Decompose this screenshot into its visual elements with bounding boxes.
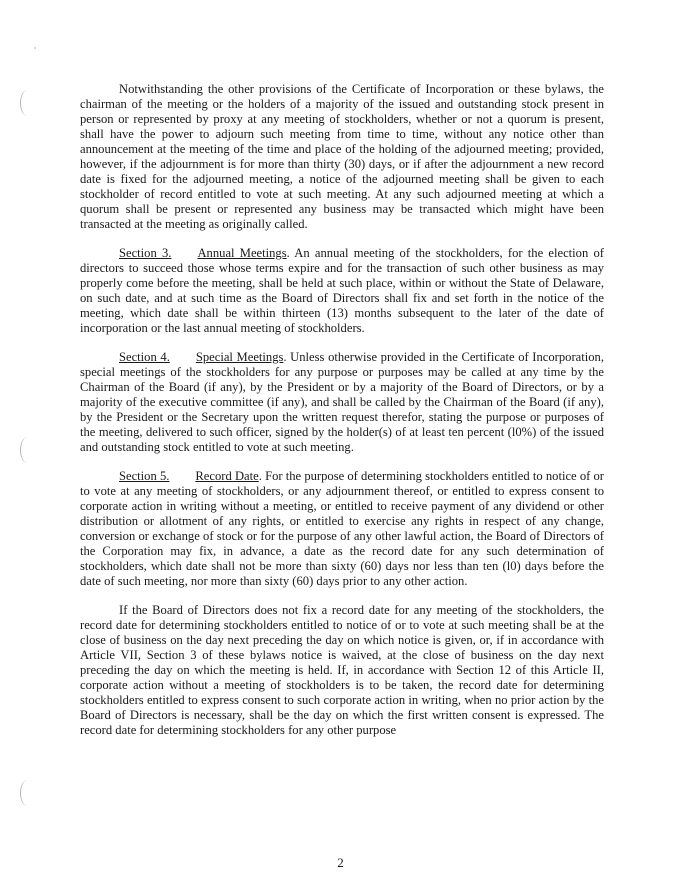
- paragraph-adjournment: Notwithstanding the other provisions of the Certificate of Incorporation or these bylaws, the chairman of the meeting or the holders of a majority of the issued and outstanding stock present in person or represented by proxy at any meeting of stockholders, whether or not a quorum is present, shall have the power to adjourn such meeting from time to time, without any notice other than announcement at the meeting of the time and place of the holding of the adjourned meeting; provided, however, if the adjournment is for more than thirty (30) days, or if after the adjournment a new record date is fixed for the adjourned meeting, a notice of the adjourned meeting shall be given to each stockholder of record entitled to vote at such meeting. At any such adjourned meeting at which a quorum shall be present or represented any business may be transacted which might have been transacted at the meeting as originally called.: [80, 82, 604, 231]
- section-3-body: . An annual meeting of the stockholders, for the election of directors to succeed those whose terms expire and for the transaction of such other business as may properly come before the meeting, shall be held at such place, within or without the State of Delaware, on such date, and at such time as the Board of Directors shall fix and set forth in the notice of the meeting, which date shall be within thirteen (13) months subsequent to the later of the date of incorporation or the last annual meeting of stockholders.: [80, 246, 604, 335]
- paragraph-record-date-default: If the Board of Directors does not fix a record date for any meeting of the stockholders, the record date for determining stockholders entitled to notice of or to vote at such meeting shall be at the close of business on the day next preceding the day on which notice is given, or, if in accordance with Article VII, Section 3 of these bylaws notice is waived, at the close of business on the day next preceding the day on which the meeting is held. If, in accordance with Section 12 of this Article II, corporate action without a meeting of stockholders is to be taken, the record date for determining stockholders entitled to express consent to such corporate action in writing, when no prior action by the Board of Directors is necessary, shall be the day on which the first written consent is expressed. The record date for determining stockholders for any other purpose: [80, 603, 604, 737]
- section-5-title: Record Date: [195, 469, 259, 483]
- section-3-title: Annual Meetings: [197, 246, 287, 260]
- punch-hole-mark-top: [20, 90, 35, 116]
- section-4-special-meetings: [80, 350, 604, 455]
- section-4-title: Special Meetings: [195, 350, 284, 364]
- section-3-annual-meetings: [80, 246, 604, 336]
- section-4-number: Section 4.: [119, 350, 170, 364]
- page-number: 2: [337, 855, 344, 870]
- section-5-body: . For the purpose of determining stockholders entitled to notice of or to vote at any meeting of stockholders, or any adjournment thereof, or entitled to express consent to corporate action in writing without a meeting, or entitled to receive payment of any dividend or other distribution or allotment of any rights, or entitled to exercise any rights in respect of any change, conversion or exchange of stock or for the purpose of any other lawful action, the Board of Directors of the Corporation may fix, in advance, a date as the record date for any such determination of stockholders, which date shall not be more than sixty (60) days nor less than ten (l0) days before the date of such meeting, nor more than sixty (60) days prior to any other action.: [80, 469, 604, 588]
- scan-speck: [34, 47, 36, 49]
- section-5-record-date: [80, 469, 604, 589]
- section-3-number: Section 3.: [119, 246, 172, 260]
- document-body: [80, 82, 604, 752]
- section-4-body: . Unless otherwise provided in the Certificate of Incorporation, special meetings of the stockholders for any purpose or purposes may be called at any time by the Chairman of the Board (if any), by the President or by a majority of the Board of Directors, or by a majority of the executive committee (if any), and shall be called by the Chairman of the Board (if any), by the President or the Secretary upon the written request therefor, stating the purpose or purposes of the meeting, delivered to such officer, signed by the holder(s) of at least ten percent (l0%) of the issued and outstanding stock entitled to vote at such meeting.: [80, 350, 604, 454]
- section-5-number: Section 5.: [119, 469, 170, 483]
- punch-hole-mark-middle: [20, 437, 35, 463]
- punch-hole-mark-bottom: [20, 780, 35, 806]
